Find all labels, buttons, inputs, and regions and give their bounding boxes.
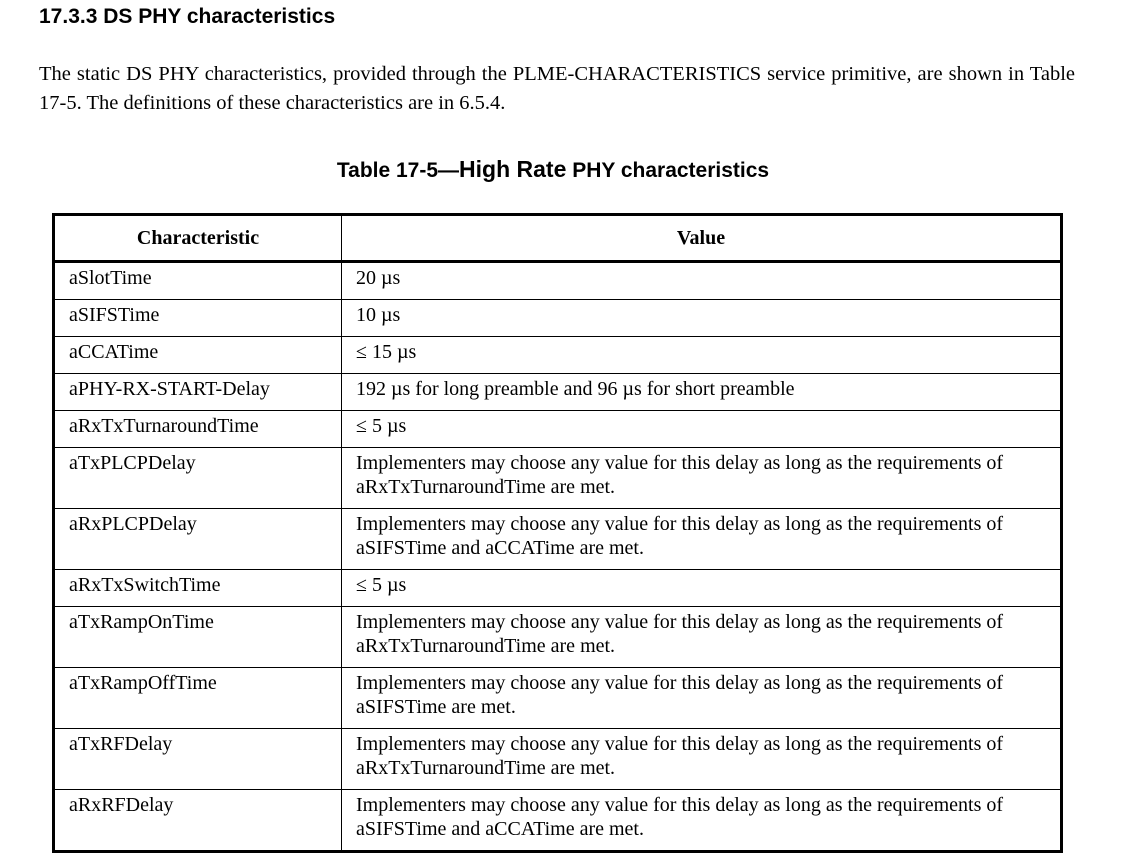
table-row [54, 448, 1062, 509]
characteristic-cell: aSlotTime [54, 262, 342, 300]
value-cell: Implementers may choose any value for this delay as long as the requirements of aSIFSTime and aCCATime are met. [342, 509, 1062, 570]
value-cell: ≤ 15 µs [342, 337, 1062, 374]
intro-paragraph: The static DS PHY characteristics, provided through the PLME-CHARACTERISTICS service primitive, are shown in Table 17-5. The definitions of these characteristics are in 6.5.4. [39, 63, 1075, 114]
value-cell: Implementers may choose any value for this delay as long as the requirements of aSIFSTime and aCCATime are met. [342, 790, 1062, 852]
characteristic-cell: aTxRampOffTime [54, 668, 342, 729]
characteristic-cell: aTxRampOnTime [54, 607, 342, 668]
characteristic-cell: aRxRFDelay [54, 790, 342, 852]
value-cell: Implementers may choose any value for this delay as long as the requirements of aRxTxTurnaroundTime are met. [342, 448, 1062, 509]
value-cell: 20 µs [342, 262, 1062, 300]
table-row [54, 509, 1062, 570]
value-cell: ≤ 5 µs [342, 570, 1062, 607]
value-cell: 192 µs for long preamble and 96 µs for short preamble [342, 374, 1062, 411]
value-cell: Implementers may choose any value for this delay as long as the requirements of aRxTxTurnaroundTime are met. [342, 729, 1062, 790]
characteristic-cell: aTxRFDelay [54, 729, 342, 790]
value-cell: Implementers may choose any value for this delay as long as the requirements of aRxTxTurnaroundTime are met. [342, 607, 1062, 668]
header-characteristic: Characteristic [54, 215, 342, 262]
table-row [54, 607, 1062, 668]
table-row [54, 729, 1062, 790]
table-row [54, 668, 1062, 729]
table-row [54, 790, 1062, 852]
characteristic-cell: aSIFSTime [54, 300, 342, 337]
phy-characteristics-table [52, 213, 1063, 853]
table-header-row [54, 215, 1062, 262]
value-cell: ≤ 5 µs [342, 411, 1062, 448]
characteristic-cell: aTxPLCPDelay [54, 448, 342, 509]
characteristic-cell: aRxTxTurnaroundTime [54, 411, 342, 448]
table-row [54, 262, 1062, 300]
table-caption-suffix: PHY characteristics [566, 159, 770, 182]
characteristic-cell: aRxTxSwitchTime [54, 570, 342, 607]
characteristic-cell: aRxPLCPDelay [54, 509, 342, 570]
section-heading: 17.3.3 DS PHY characteristics [39, 5, 336, 28]
table-row [54, 300, 1062, 337]
table-row [54, 570, 1062, 607]
table-row [54, 337, 1062, 374]
value-cell: Implementers may choose any value for this delay as long as the requirements of aSIFSTime are met. [342, 668, 1062, 729]
table-caption-prefix: Table 17-5— [336, 159, 460, 182]
characteristic-cell: aPHY-RX-START-Delay [54, 374, 342, 411]
table-row [54, 374, 1062, 411]
table-caption [0, 155, 1106, 185]
header-value: Value [342, 215, 1062, 262]
characteristic-cell: aCCATime [54, 337, 342, 374]
table-row [54, 411, 1062, 448]
value-cell: 10 µs [342, 300, 1062, 337]
table-caption-big: High Rate [459, 156, 567, 182]
